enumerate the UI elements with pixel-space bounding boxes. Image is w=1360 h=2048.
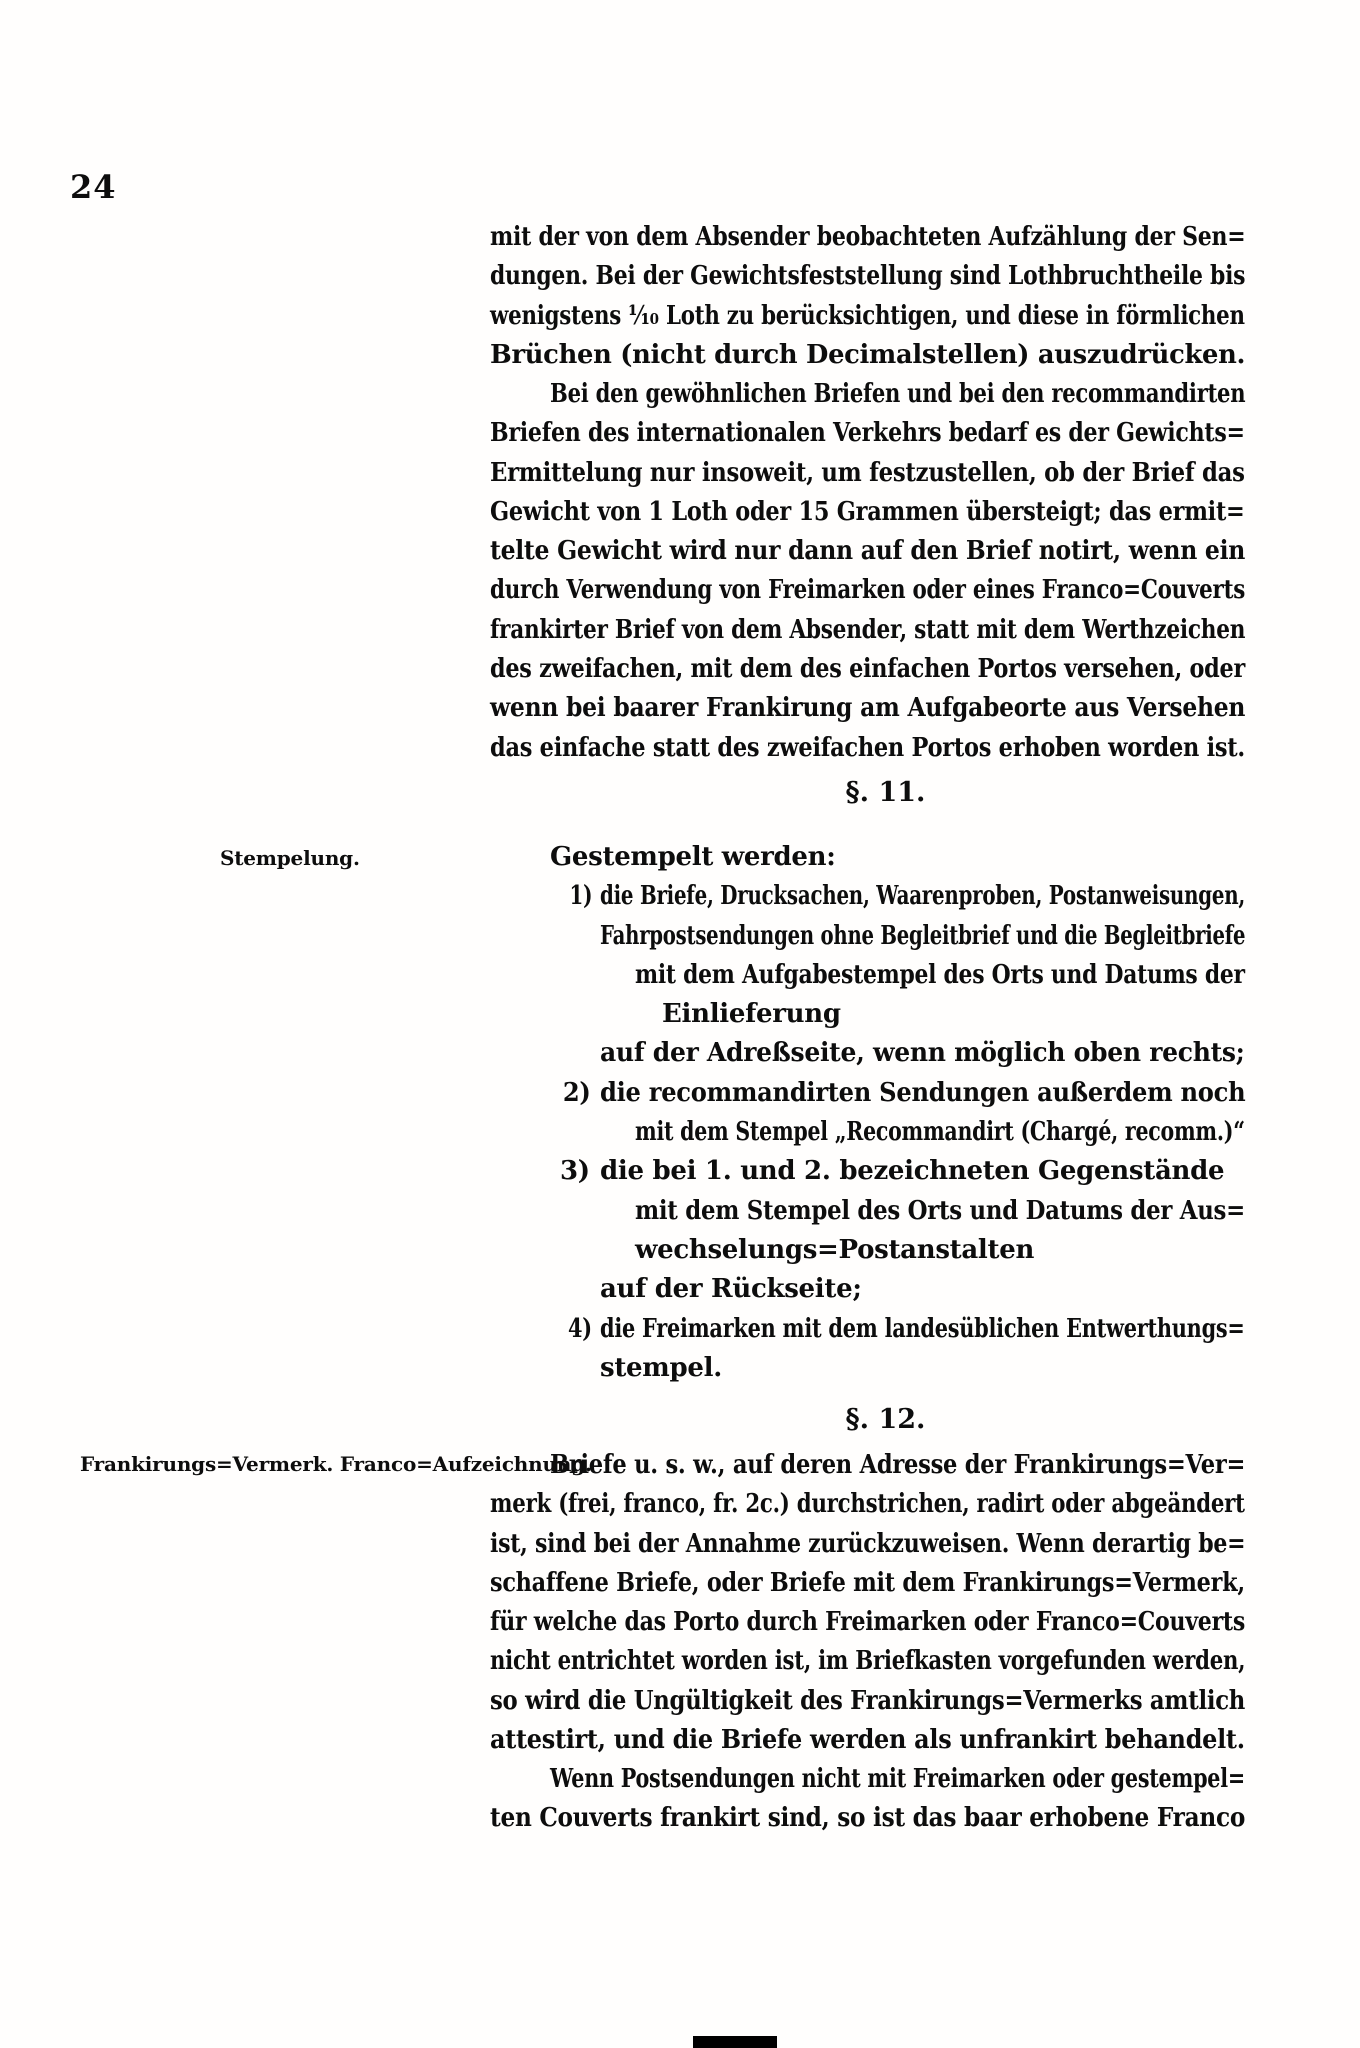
- list-number: 2): [562, 1077, 591, 1108]
- text-line: Brüchen (nicht durch Decimalstellen) auszudrücken.: [490, 339, 1246, 370]
- text-line: so wird die Ungültigkeit des Frankirungs=Vermerks amtlich: [490, 1685, 1246, 1716]
- text-line: attestirt, und die Briefe werden als unfrankirt behandelt.: [490, 1725, 1245, 1756]
- text-line: schaffene Briefe, oder Briefe mit dem Frankirungs=Vermerk,: [490, 1567, 1245, 1598]
- text-line: ist, sind bei der Annahme zurückzuweisen. Wenn derartig be=: [490, 1528, 1246, 1559]
- text-line: für welche das Porto durch Freimarken oder Franco=Couverts: [490, 1607, 1245, 1638]
- text-line: 4) die Freimarken mit dem landesüblichen Entwerthungs=: [600, 1310, 1117, 1349]
- text-line: mit der von dem Absender beobachteten Aufzählung der Sen=: [490, 222, 1246, 252]
- margin-note-frankirungs-vermerk: Frankirungs=Vermerk. Franco=Aufzeichnung.: [80, 1452, 592, 1476]
- section-heading-12: §. 12.: [845, 1404, 926, 1435]
- paragraph-weight-determination: [490, 375, 1245, 768]
- page-number: 24: [70, 168, 117, 206]
- text-line: Bei den gewöhnlichen Briefen und bei den recommandirten: [550, 379, 1246, 409]
- scan-artifact-mark: [693, 2036, 777, 2048]
- text-line: 2) die recommandirten Sendungen außerdem noch: [600, 1074, 1199, 1113]
- text-line: merk (frei, franco, fr. 2c.) durchstrichen, radirt oder abgeändert: [490, 1489, 1245, 1520]
- final-paragraph: [490, 1760, 1245, 1839]
- text-line: auf der Adreßseite, wenn möglich oben rechts;: [600, 1038, 1245, 1069]
- text-line: auf der Rückseite;: [600, 1274, 862, 1305]
- text-line: mit dem Stempel „Recommandirt (Chargé, recomm.)“: [635, 1117, 1245, 1148]
- list-number: 4): [567, 1313, 592, 1344]
- section-heading-11: §. 11.: [845, 777, 926, 808]
- text-line: dungen. Bei der Gewichtsfeststellung sind Lothbruchtheile bis: [490, 261, 1246, 292]
- text-line: durch Verwendung von Freimarken oder eines Franco=Couverts: [490, 575, 1246, 606]
- text-line: Wenn Postsendungen nicht mit Freimarken oder gestempel=: [550, 1764, 1245, 1794]
- text-line: Ermittelung nur insoweit, um festzustellen, ob der Brief das: [490, 457, 1245, 488]
- text-line: 3) die bei 1. und 2. bezeichneten Gegenstände: [600, 1152, 1245, 1191]
- paragraph-continuation: [490, 218, 1245, 375]
- text-line: des zweifachen, mit dem des einfachen Portos versehen, oder: [490, 654, 1245, 685]
- text-line: wechselungs=Postanstalten: [635, 1234, 1035, 1265]
- section-11-stamping-list: [490, 838, 1245, 1388]
- text-line: stempel.: [600, 1352, 722, 1383]
- text-line: frankirter Brief von dem Absender, statt mit dem Werthzeichen: [490, 614, 1246, 645]
- text-line: Gewicht von 1 Loth oder 15 Grammen übersteigt; das ermit=: [490, 496, 1245, 527]
- list-number: 3): [560, 1156, 590, 1187]
- list-number: 1): [569, 881, 593, 912]
- text-line: wenigstens ¹⁄₁₀ Loth zu berücksichtigen, und diese in förmlichen: [490, 300, 1245, 331]
- text-line: nicht entrichtet worden ist, im Briefkasten vorgefunden werden,: [490, 1646, 1246, 1677]
- text-line: Briefen des internationalen Verkehrs bedarf es der Gewichts=: [490, 418, 1245, 449]
- text-line: mit dem Stempel des Orts und Datums der Aus=: [635, 1195, 1245, 1226]
- margin-note-stempelung: Stempelung.: [220, 846, 360, 870]
- text-line: Fahrpostsendungen ohne Begleitbrief und die Begleitbriefe: [600, 920, 1246, 951]
- text-line: wenn bei baarer Frankirung am Aufgabeorte aus Versehen: [490, 693, 1246, 724]
- section-12-paragraph: [490, 1446, 1245, 1760]
- text-line: 1) die Briefe, Drucksachen, Waarenproben, Postanweisungen,: [600, 877, 1091, 916]
- text-line: telte Gewicht wird nur dann auf den Brief notirt, wenn ein: [490, 536, 1246, 567]
- text-line: Briefe u. s. w., auf deren Adresse der Frankirungs=Ver=: [550, 1450, 1246, 1480]
- text-line: ten Couverts frankirt sind, so ist das baar erhobene Franco: [490, 1803, 1246, 1834]
- text-line: Gestempelt werden:: [550, 842, 836, 872]
- text-line: das einfache statt des zweifachen Portos erhoben worden ist.: [490, 732, 1245, 763]
- text-line: mit dem Aufgabestempel des Orts und Datums der: [635, 959, 1245, 990]
- text-line: Einlieferung: [662, 999, 841, 1030]
